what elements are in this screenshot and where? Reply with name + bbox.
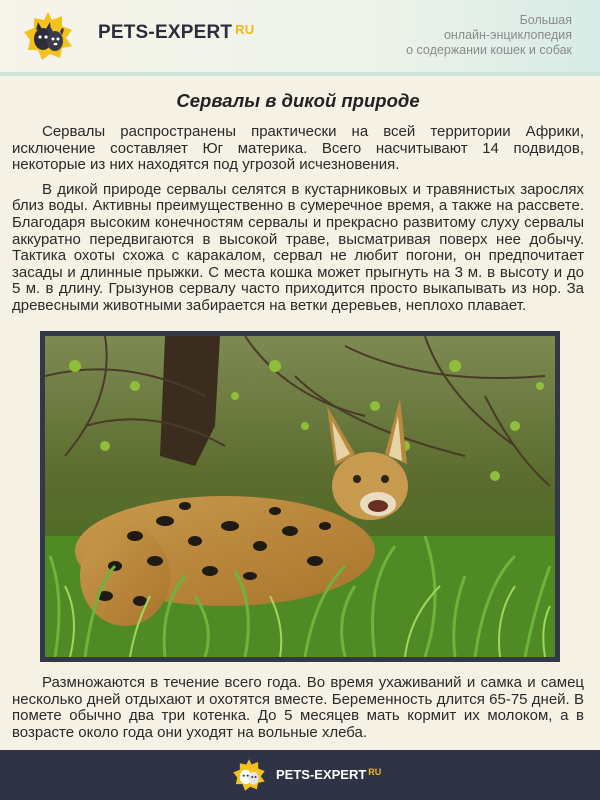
article-paragraph: Размножаются в течение всего года. Во время ухаживаний и самка и самец несколько дней отдыхают и охотятся вместе. Беременность длится 65-75 дней. В помете обычно два три котенка. До 5 месяцев мать кормит их молоком, а в возрасте около года они уходят на вольные хлеба. [12, 674, 584, 741]
footer-logo-name: PETS-EXPERT [276, 767, 367, 782]
article-continuation [12, 675, 584, 749]
site-header [0, 0, 600, 76]
tagline-line: онлайн-энциклопедия [443, 28, 572, 42]
serval-photo [40, 331, 560, 662]
site-footer [0, 750, 600, 800]
serval-illustration [45, 336, 555, 657]
article-paragraph: В дикой природе сервалы селятся в кустарниковых и травянистых зарослях близ воды. Активны преимущественно в сумеречное время, а также на рассвете. Благодаря высоким конечностям сервалы и прекрасно развитому слуху сервалы аккуратно передвигаются в высокой траве, высматривая поверх нее добычу. Тактика охоты схожа с каракалом, сервал не любит погони, он предпочитает засады и длинные прыжки. С места кошка может прыгнуть на 3 м. в высоту и до 5 м. в длину. Грызунов сервалу часто приходится просто выкапывать из нор. За древесными животными забирается на ветки деревьев, неплохо плавает. [12, 180, 584, 314]
tagline-line: Большая [519, 13, 572, 27]
site-logo-text[interactable] [98, 22, 254, 44]
article-body [12, 84, 584, 323]
footer-logo-text[interactable] [276, 767, 381, 782]
article-title: Сервалы в дикой природе [176, 90, 420, 111]
tagline-line: о содержании кошек и собак [406, 43, 572, 57]
cat-dog-icon[interactable] [22, 10, 74, 62]
logo-name: PETS-EXPERT [98, 22, 233, 43]
article-paragraph: Сервалы распространены практически на всей территории Африки, исключение составляет Юг материка. Всего насчитывают 14 подвидов, некоторые из них находятся под угрозой исчезновения. [12, 123, 584, 174]
cat-dog-icon[interactable] [232, 758, 266, 792]
logo-suffix: RU [235, 22, 255, 37]
footer-logo-suffix: RU [368, 767, 382, 777]
site-tagline [352, 13, 572, 58]
